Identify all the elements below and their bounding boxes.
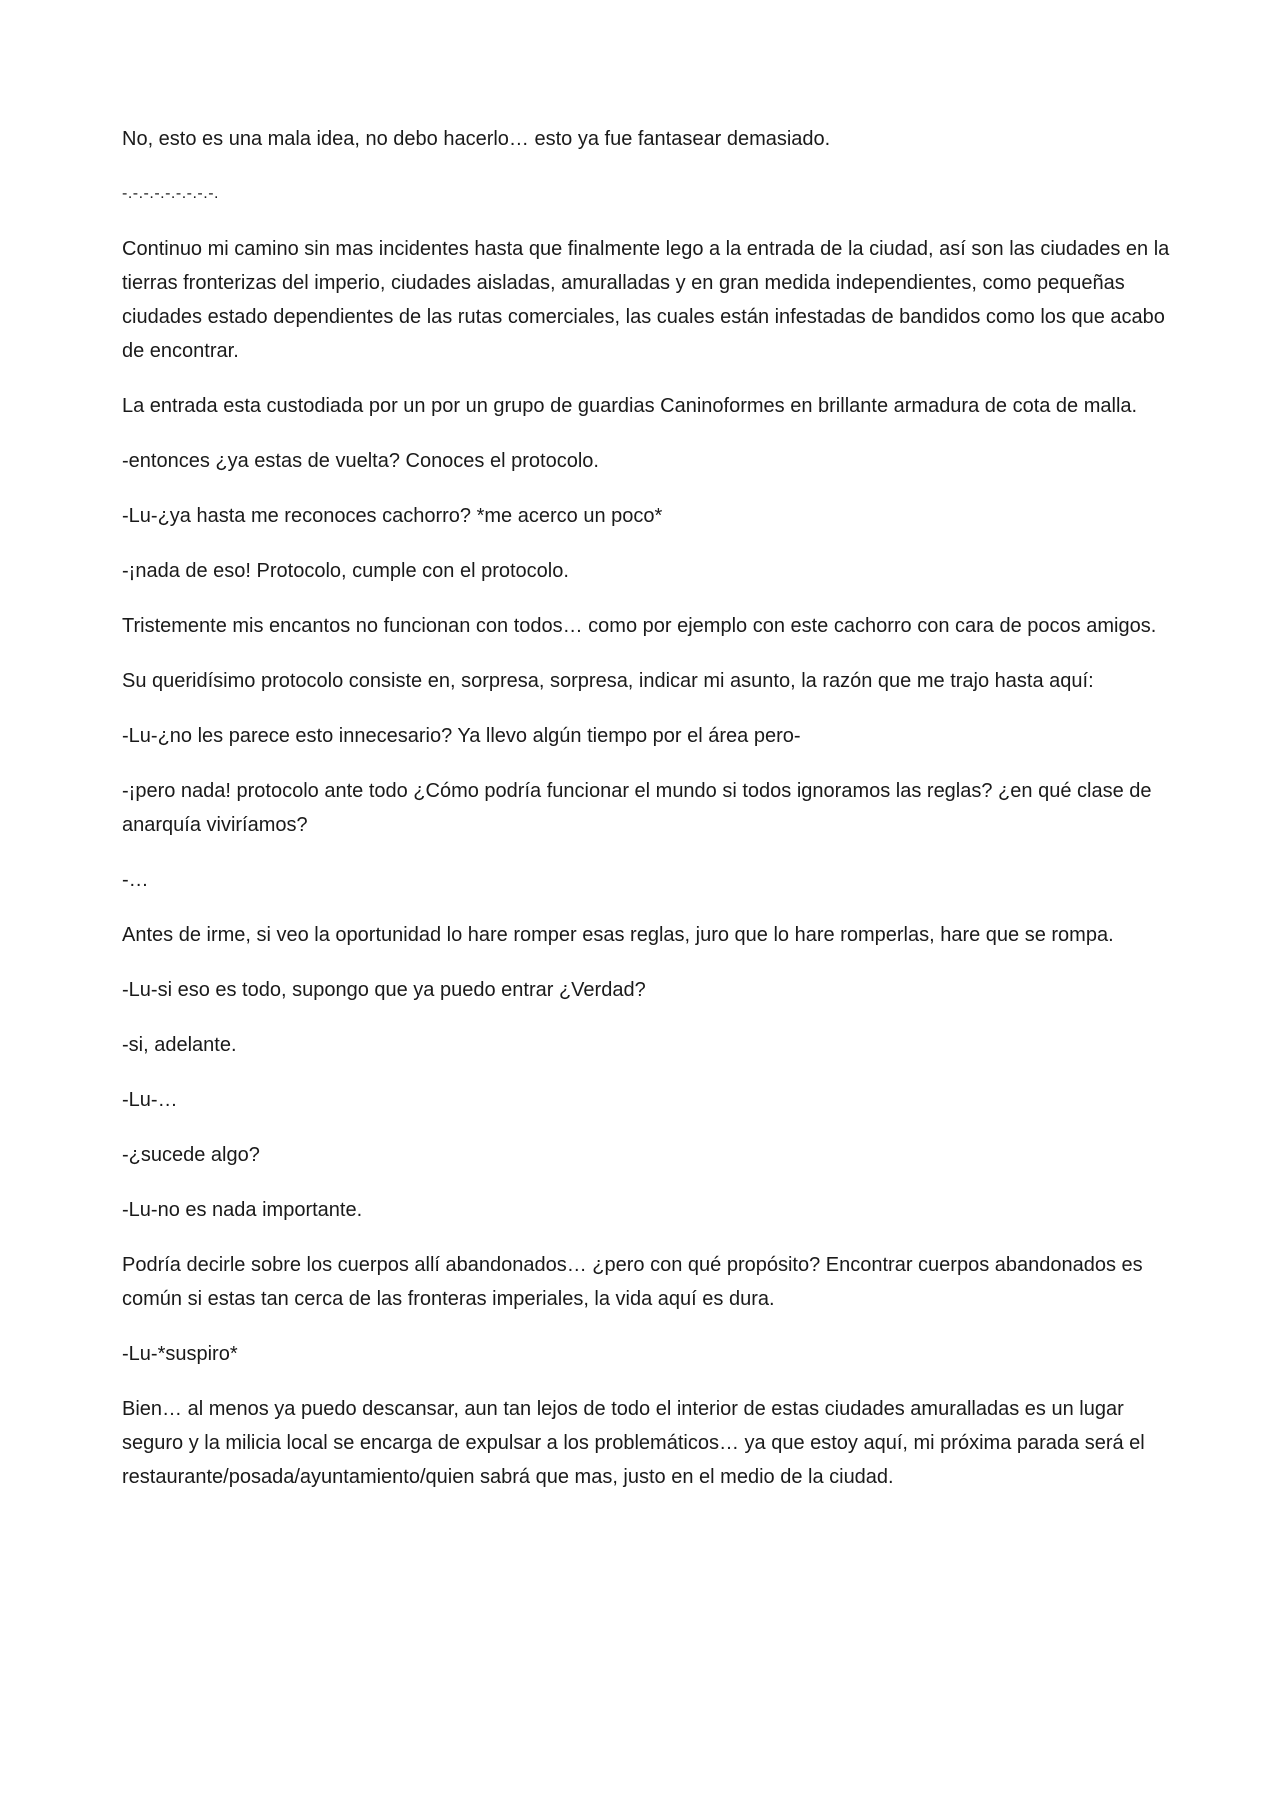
dialogue-line-15: -si, adelante.	[122, 1034, 237, 1056]
dialogue-line-20: -Lu-*suspiro*	[122, 1343, 238, 1365]
paragraph-4: La entrada esta custodiada por un por un grupo de guardias Caninoformes en brillante armadura de cota de malla.	[122, 395, 1138, 417]
dialogue-line-14: -Lu-si eso es todo, supongo que ya puedo entrar ¿Verdad?	[122, 979, 646, 1001]
paragraph-21: Bien… al menos ya puedo descansar, aun tan lejos de todo el interior de estas ciudades amuralladas es un lugar seguro y la milicia local se encarga de expulsar a los problemáticos… ya que estoy aquí, mi próxima parada será el restaurante/posada/ayuntamiento/quien sabrá que mas, justo en el medio de la ciudad.	[122, 1398, 1145, 1488]
document-body	[122, 122, 1182, 1515]
dialogue-line-18: -Lu-no es nada importante.	[122, 1199, 363, 1221]
dialogue-line-5: -entonces ¿ya estas de vuelta? Conoces el protocolo.	[122, 450, 599, 472]
dialogue-line-11: -¡pero nada! protocolo ante todo ¿Cómo podría funcionar el mundo si todos ignoramos las reglas? ¿en qué clase de anarquía viviríamos?	[122, 780, 1152, 836]
dialogue-line-12: -…	[122, 869, 149, 891]
paragraph-19: Podría decirle sobre los cuerpos allí abandonados… ¿pero con qué propósito? Encontrar cuerpos abandonados es común si estas tan cerca de las fronteras imperiales, la vida aquí es dura.	[122, 1254, 1143, 1310]
paragraph-3: Continuo mi camino sin mas incidentes hasta que finalmente lego a la entrada de la ciudad, así son las ciudades en la tierras fronterizas del imperio, ciudades aisladas, amuralladas y en gran medida independientes, como pequeñas ciudades estado dependientes de las rutas comerciales, las cuales están infestadas de bandidos como los que acabo de encontrar.	[122, 238, 1170, 362]
paragraph-13: Antes de irme, si veo la oportunidad lo hare romper esas reglas, juro que lo hare romperlas, hare que se rompa.	[122, 924, 1114, 946]
paragraph-9: Su queridísimo protocolo consiste en, sorpresa, sorpresa, indicar mi asunto, la razón que me trajo hasta aquí:	[122, 670, 1094, 692]
dialogue-line-10: -Lu-¿no les parece esto innecesario? Ya llevo algún tiempo por el área pero-	[122, 725, 801, 747]
scene-separator: -.-.-.-.-.-.-.-.-.	[122, 185, 219, 202]
dialogue-line-16: -Lu-…	[122, 1089, 178, 1111]
dialogue-line-6: -Lu-¿ya hasta me reconoces cachorro? *me acerco un poco*	[122, 505, 663, 527]
dialogue-line-17: -¿sucede algo?	[122, 1144, 260, 1166]
dialogue-line-7: -¡nada de eso! Protocolo, cumple con el protocolo.	[122, 560, 569, 582]
paragraph-1: No, esto es una mala idea, no debo hacerlo… esto ya fue fantasear demasiado.	[122, 128, 831, 150]
paragraph-8: Tristemente mis encantos no funcionan con todos… como por ejemplo con este cachorro con cara de pocos amigos.	[122, 615, 1157, 637]
